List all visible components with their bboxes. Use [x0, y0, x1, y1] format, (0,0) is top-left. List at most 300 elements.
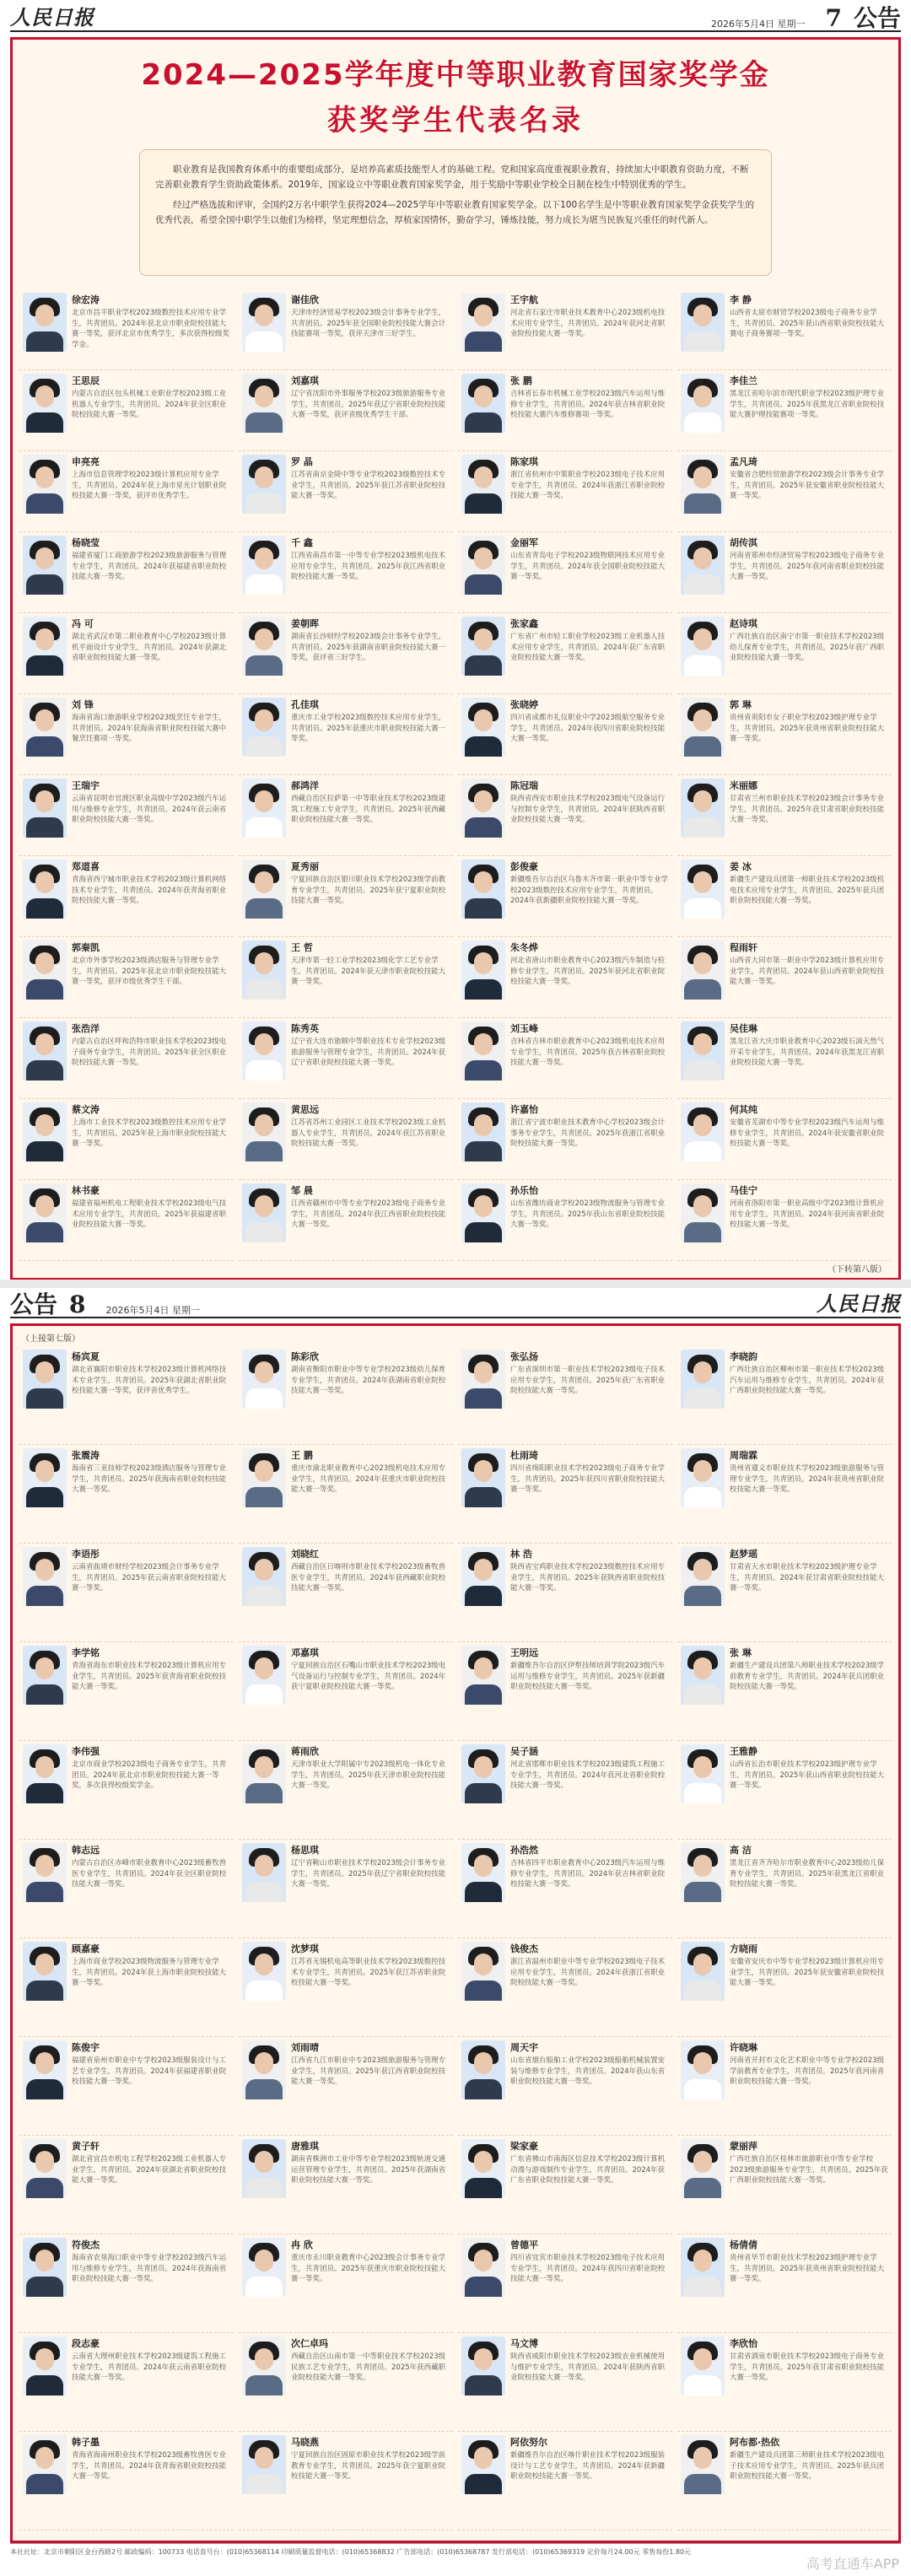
student-description: 山西省长治市职业技术学校2023级护理专业学生，共青团员。2025年获山西省职业院校技能大赛一等奖。 [730, 1760, 885, 1790]
student-card [239, 2333, 453, 2432]
student-card [19, 1642, 234, 1741]
student-photo [23, 860, 67, 919]
student-name: 何其纯 [730, 1104, 757, 1115]
student-description: 辽宁省鞍山市职业技术学校2023级会计事务专业学生，共青团员。2025年获辽宁省职业院校技能大赛一等奖。 [291, 1859, 446, 1889]
student-name: 顾嘉豪 [72, 1943, 100, 1954]
student-name: 杜雨琦 [510, 1450, 538, 1461]
student-card [677, 1544, 892, 1642]
student-card [458, 532, 672, 613]
student-name: 林 浩 [510, 1549, 532, 1560]
student-name: 周天宇 [510, 2042, 538, 2053]
student-card [458, 1642, 672, 1741]
student-name: 陈冠瑞 [510, 780, 538, 791]
watermark: 高考直通车APP [806, 2556, 899, 2572]
student-card [458, 775, 672, 856]
student-name: 刘玉峰 [510, 1023, 538, 1034]
student-description: 湖北省武汉市第二职业教育中心学校2023级计算机平面设计专业学生，共青团员。2024年获湖北省职业院校技能大赛一等奖。 [72, 633, 227, 662]
student-name: 唐雅琪 [291, 2141, 319, 2152]
student-name: 韩志远 [72, 1845, 100, 1856]
student-photo [23, 2435, 67, 2494]
student-photo [23, 1646, 67, 1705]
student-name: 李学铭 [72, 1647, 100, 1658]
student-name: 张家鑫 [510, 618, 538, 629]
student-name: 姜朝晖 [291, 618, 319, 629]
student-description: 湖北省襄阳市职业技术学校2023级计算机网络技术专业学生，共青团员。2025年获湖北省职业院校技能大赛一等奖，获评省优秀学生。 [72, 1366, 227, 1395]
student-photo [461, 1021, 505, 1081]
student-photo [681, 1021, 725, 1081]
student-card [239, 2432, 453, 2530]
student-card [239, 1840, 453, 1938]
student-description: 江西省赣州市中等专业学校2023级电子商务专业学生，共青团员。2024年获江西省职业院校技能大赛一等奖。 [291, 1199, 446, 1229]
student-card [677, 1840, 892, 1938]
student-description: 安徽省安庆市中等专业学校2023级计算机应用专业学生，共青团员。2025年获安徽省职业院校技能大赛一等奖。 [730, 1958, 885, 1987]
student-photo [461, 374, 505, 433]
student-name: 曾德平 [510, 2239, 538, 2250]
student-photo [242, 536, 286, 595]
student-photo [23, 1021, 67, 1081]
student-name: 郭秦凯 [72, 942, 100, 953]
student-card [19, 451, 234, 532]
student-photo [681, 1350, 725, 1409]
student-description: 贵州省遵义市职业技术学校2023级旅游服务与管理专业学生，共青团员。2024年获贵州省职业院校技能大赛一等奖。 [730, 1464, 885, 1494]
student-card [239, 1445, 453, 1544]
student-description: 湖南省株洲市工业中等专业学校2023级轨道交通运营管理专业学生，共青团员。2025年获湖南省职业院校技能大赛一等奖。 [291, 2155, 446, 2185]
student-card [677, 694, 892, 775]
student-photo [681, 1183, 725, 1242]
student-name: 符俊杰 [72, 2239, 100, 2250]
student-photo [681, 1942, 725, 2001]
student-description: 海南省三亚技师学校2023级酒店服务与管理专业学生，共青团员。2025年获海南省职业院校技能大赛一等奖。 [72, 1464, 227, 1494]
student-name: 邹 晨 [291, 1185, 313, 1196]
student-description: 黑龙江省齐齐哈尔市职业教育中心2023级幼儿保育专业学生，共青团员。2025年获黑龙江省职业院校技能大赛一等奖。 [730, 1859, 885, 1889]
student-description: 陕西省宝鸡职业技术学校2023级数控技术应用专业学生，共青团员。2025年获陕西省职业院校技能大赛一等奖。 [510, 1563, 666, 1592]
student-card [458, 1741, 672, 1840]
newspaper-logo: 人民日报 [10, 5, 94, 30]
student-photo [461, 2139, 505, 2198]
student-name: 张 鹏 [510, 375, 532, 386]
student-name: 邓嘉琪 [291, 1647, 319, 1658]
student-description: 辽宁省大连市旅顺中等职业技术专业学校2023级旅游服务与管理专业学生，共青团员。2024年获辽宁省职业院校技能大赛一等奖。 [291, 1037, 446, 1067]
student-photo [461, 1350, 505, 1409]
student-photo [242, 2435, 286, 2494]
student-name: 杨宾夏 [72, 1351, 100, 1362]
student-card [677, 1099, 892, 1180]
student-name: 姜 冰 [730, 861, 752, 872]
student-description: 福建省泉州市职业中专学校2023级服装设计与工艺专业学生，共青团员。2024年获福建省职业院校技能大赛一等奖。 [72, 2056, 227, 2086]
student-card [239, 451, 453, 532]
student-card [19, 2234, 234, 2333]
student-card [239, 2136, 453, 2234]
student-description: 湖北省宜昌市机电工程学校2023级工业机器人专业学生，共青团员。2024年获湖北省职业院校技能大赛一等奖。 [72, 2155, 227, 2185]
section-name: 公告 [10, 1291, 58, 1318]
student-description: 陕西省西安市职业技术学校2023级电气设备运行与控制专业学生，共青团员。2024年获陕西省职业院校技能大赛一等奖。 [510, 795, 666, 824]
student-description: 山西省太原市财贸学校2023级电子商务专业学生，共青团员。2025年获山西省职业院校技能大赛电子商务赛项一等奖。 [730, 309, 885, 338]
intro-box [139, 149, 772, 276]
student-photo [681, 536, 725, 595]
student-description: 四川省绵阳职业技术学校2023级电子商务专业学生，共青团员。2025年获四川省职业院校技能大赛一等奖。 [510, 1464, 666, 1494]
student-name: 黄子轩 [72, 2141, 100, 2152]
student-photo [23, 536, 67, 595]
student-card [458, 1180, 672, 1261]
student-card [458, 2432, 672, 2530]
student-photo [23, 2040, 67, 2099]
student-description: 黑龙江省哈尔滨市现代职业学校2023级护理专业学生，共青团员。2025年获黑龙江省职业院校技能大赛护理技能赛项一等奖。 [730, 390, 885, 419]
student-photo [23, 2139, 67, 2198]
student-name: 刘雨晴 [291, 2042, 319, 2053]
student-card [677, 289, 892, 370]
student-photo [242, 1102, 286, 1161]
student-card [458, 1938, 672, 2037]
student-photo [242, 293, 286, 352]
student-card [19, 1544, 234, 1642]
student-description: 安徽省合肥经贸旅游学校2023级会计事务专业学生，共青团员。2025年获安徽省职业院校技能大赛一等奖。 [730, 471, 885, 500]
student-card [677, 370, 892, 451]
student-description: 甘肃省酒泉市职业技术学校2023级电子商务专业学生，共青团员。2025年获甘肃省职业院校技能大赛一等奖。 [730, 2352, 885, 2382]
student-description: 云南省曲靖市财经学校2023级会计事务专业学生，共青团员。2025年获云南省职业院校技能大赛一等奖。 [72, 1563, 227, 1592]
student-description: 新疆维吾尔自治区乌鲁木齐市第一职业中等专业学校2023级数控技术应用专业学生，共青团员。2024年获新疆职业院校技能大赛一等奖。 [510, 876, 669, 905]
student-photo [23, 1350, 67, 1409]
student-card [458, 856, 672, 937]
student-photo [681, 1448, 725, 1507]
student-card [677, 2234, 892, 2333]
student-name: 吴佳琳 [730, 1023, 757, 1034]
student-photo [461, 860, 505, 919]
student-photo [681, 2040, 725, 2099]
student-photo [461, 536, 505, 595]
student-card [19, 1018, 234, 1099]
student-name: 金丽军 [510, 537, 538, 548]
student-name: 胡传淇 [730, 537, 757, 548]
student-photo [23, 698, 67, 757]
student-card [19, 694, 234, 775]
student-photo [242, 1646, 286, 1705]
newspaper-page-7 [0, 0, 911, 1280]
student-name: 王 鹏 [291, 1450, 313, 1461]
student-name: 林书豪 [72, 1185, 100, 1196]
student-card [677, 2136, 892, 2234]
student-card [239, 1642, 453, 1741]
student-card [458, 289, 672, 370]
student-name: 孟凡琦 [730, 456, 757, 467]
student-description: 山东省潍坊商业学校2023级物流服务与管理专业学生，共青团员。2025年获山东省职业院校技能大赛一等奖。 [510, 1199, 666, 1229]
student-photo [23, 617, 67, 676]
student-name: 张浩洋 [72, 1023, 100, 1034]
student-name: 陈彩欣 [291, 1351, 319, 1362]
student-card [239, 2037, 453, 2136]
student-name: 蒋雨欣 [291, 1746, 319, 1757]
student-photo [461, 1744, 505, 1803]
student-description: 江苏省苏州工业园区工业技术学校2023级工业机器人专业学生，共青团员。2024年获江苏省职业院校技能大赛一等奖。 [291, 1118, 446, 1148]
announcement-frame [10, 1323, 901, 2543]
student-description: 福建省厦门工商旅游学校2023级旅游服务与管理专业学生，共青团员。2024年获福建省职业院校技能大赛一等奖。 [72, 552, 227, 581]
student-card [239, 1346, 453, 1445]
student-card [458, 2136, 672, 2234]
student-name: 蔡文涛 [72, 1104, 100, 1115]
student-card [239, 289, 453, 370]
student-photo [242, 1942, 286, 2001]
student-photo [23, 1744, 67, 1803]
student-description: 上海市商业学校2023级物流服务与管理专业学生，共青团员。2024年获上海市职业院校技能大赛一等奖。 [72, 1958, 227, 1987]
student-card [239, 613, 453, 694]
student-card [458, 2037, 672, 2136]
student-name: 高 洁 [730, 1845, 752, 1856]
student-description: 内蒙古自治区包头机械工业职业学校2023级工业机器人专业学生，共青团员。2024年获全区职业院校技能大赛一等奖。 [72, 390, 227, 419]
student-description: 辽宁省沈阳市外事服务学校2023级旅游服务专业学生，共青团员。2025年获辽宁省职业院校技能大赛一等奖，获评省级优秀学生干部。 [291, 390, 446, 419]
student-description: 重庆市工业学校2023级数控技术应用专业学生，共青团员。2025年获重庆市职业院校技能大赛一等奖。 [291, 714, 446, 743]
student-description: 江西省南昌市第一中等专业学校2023级机电技术应用专业学生，共青团员。2025年获江西省职业院校技能大赛一等奖。 [291, 552, 446, 581]
student-description: 山东省青岛电子学校2023级物联网技术应用专业学生，共青团员。2024年获全国职业院校技能大赛一等奖。 [510, 552, 666, 581]
student-description: 云南省大理州职业技术学校2023级建筑工程施工专业学生，共青团员。2024年获云南省职业院校技能大赛一等奖。 [72, 2352, 227, 2382]
student-name: 王 哲 [291, 942, 313, 953]
student-description: 宁夏回族自治区石嘴山市职业技术学校2023级电气设备运行与控制专业学生，共青团员。2024年获宁夏职业院校技能大赛一等奖。 [291, 1662, 446, 1691]
student-photo [461, 1547, 505, 1606]
student-name: 夏秀丽 [291, 861, 319, 872]
student-name: 冉 欣 [291, 2239, 313, 2250]
continued-note: （下转第八版） [827, 1265, 887, 1275]
student-photo [23, 1547, 67, 1606]
student-description: 青海省西宁城市职业技术学校2023级计算机网络技术专业学生，共青团员。2024年获青海省职业院校技能大赛一等奖。 [72, 876, 227, 905]
student-grid [19, 289, 892, 1261]
student-description: 广西壮族自治区柳州市第一职业技术学校2023级汽车运用与维修专业学生，共青团员。2024年获广西职业院校技能大赛一等奖。 [730, 1366, 885, 1395]
student-photo [681, 455, 725, 514]
newspaper-logo: 人民日报 [817, 1291, 901, 1316]
student-photo [242, 2238, 286, 2297]
student-photo [461, 1448, 505, 1507]
student-name: 李佳兰 [730, 375, 757, 386]
student-name: 千 鑫 [291, 537, 313, 548]
student-name: 方晓雨 [730, 1943, 757, 1954]
student-photo [23, 293, 67, 352]
student-card [458, 1445, 672, 1544]
student-card [239, 1741, 453, 1840]
student-description: 北京市商业学校2023级电子商务专业学生，共青团员。2024年获北京市职业院校技能大赛一等奖，多次获得校级奖学金。 [72, 1760, 227, 1790]
student-card [19, 1445, 234, 1544]
student-name: 钱俊杰 [510, 1943, 538, 1954]
student-photo [242, 455, 286, 514]
student-name: 马佳宁 [730, 1185, 757, 1196]
continued-from-note: （上接第七版） [21, 1334, 80, 1344]
student-photo [461, 1843, 505, 1902]
student-card [677, 1741, 892, 1840]
student-name: 马文博 [510, 2338, 538, 2349]
student-card [458, 694, 672, 775]
student-card [19, 2432, 234, 2530]
student-description: 广西壮族自治区南宁市第一职业技术学校2023级幼儿保育专业学生，共青团员。2025年获广西职业院校技能大赛一等奖。 [730, 633, 885, 662]
student-name: 杨倩倩 [730, 2239, 757, 2250]
student-photo [242, 1448, 286, 1507]
student-card [458, 1346, 672, 1445]
student-photo [461, 1942, 505, 2001]
student-name: 张 琳 [730, 1647, 752, 1658]
masthead [10, 1291, 901, 1318]
student-description: 吉林省四平市职业教育中心2023级汽车运用与维修专业学生，共青团员。2024年获吉林省职业院校技能大赛一等奖。 [510, 1859, 666, 1889]
student-description: 河南省郑州市经济贸易学校2023级电子商务专业学生，共青团员。2025年获河南省职业院校技能大赛一等奖。 [730, 552, 885, 581]
student-card [239, 1180, 453, 1261]
student-description: 广东省广州市轻工职业学校2023级工业机器人技术应用专业学生，共青团员。2024年获广东省职业院校技能大赛一等奖。 [510, 633, 666, 662]
student-photo [242, 1183, 286, 1242]
student-name: 王思辰 [72, 375, 100, 386]
student-name: 周瑞霖 [730, 1450, 757, 1461]
student-description: 河北省邯郸市职业技术学校2023级建筑工程施工专业学生，共青团员。2024年获河北省职业院校技能大赛一等奖。 [510, 1760, 666, 1790]
student-card [458, 370, 672, 451]
student-photo [23, 1942, 67, 2001]
student-name: 陈俊宇 [72, 2042, 100, 2053]
student-photo [681, 1843, 725, 1902]
student-description: 北京市外事学校2023级酒店服务与管理专业学生，共青团员。2025年获北京市职业院校技能大赛一等奖，获评市级优秀学生干部。 [72, 957, 227, 986]
section-name: 公告 [853, 4, 901, 32]
student-description: 天津市经济贸易学校2023级会计事务专业学生，共青团员。2025年获全国职业院校技能大赛会计技能赛项一等奖，获评天津市三好学生。 [291, 309, 446, 338]
student-photo [242, 940, 286, 1000]
student-card [19, 2037, 234, 2136]
student-card [677, 1180, 892, 1261]
student-description: 江苏省无锡机电高等职业技术学校2023级数控技术专业学生，共青团员。2025年获江苏省职业院校技能大赛一等奖。 [291, 1958, 446, 1987]
student-name: 张晓婷 [510, 699, 538, 710]
student-name: 次仁卓玛 [291, 2338, 328, 2349]
student-name: 孙乐怡 [510, 1185, 538, 1196]
student-card [239, 1099, 453, 1180]
student-description: 青海省海南州职业技术学校2023级畜牧兽医专业学生，共青团员。2024年获青海省职业院校技能大赛一等奖。 [72, 2451, 227, 2481]
student-description: 北京市昌平职业学校2023级数控技术应用专业学生，共青团员。2024年获北京市职业院校技能大赛一等奖，获评北京市优秀学生，多次获得校级奖学金。 [72, 309, 230, 349]
student-name: 郭 琳 [730, 699, 752, 710]
student-photo [461, 1102, 505, 1161]
student-photo [23, 1102, 67, 1161]
student-photo [242, 2139, 286, 2198]
student-name: 许嘉怡 [510, 1104, 538, 1115]
page-number: 7 [825, 4, 842, 32]
student-name: 彭俊豪 [510, 861, 538, 872]
student-name: 阿布都·热依 [730, 2437, 780, 2448]
student-description: 西藏自治区山南市第一中等职业技术学校2023级民族工艺专业学生，共青团员。2025年获西藏职业院校技能大赛一等奖。 [291, 2352, 446, 2382]
student-name: 许晓琳 [730, 2042, 757, 2053]
student-photo [681, 1102, 725, 1161]
student-name: 冯 可 [72, 618, 94, 629]
imprint-footer: 本社社址：北京市朝阳区金台西路2号 邮政编码：100733 电话查号台：(010)65368114 印刷质量监督电话：(010)65368832 广告部电话：(010)65368787 发行部电话：(010)65369319 定价每月24.00元 零售每份1.80元 [10, 2543, 901, 2557]
student-card [239, 1018, 453, 1099]
issue-date: 2026年5月4日 星期一 [711, 19, 806, 30]
student-card [677, 451, 892, 532]
intro-paragraph: 经过严格选拔和评审，全国约2万名中职学生获得2024—2025学年中等职业教育国家奖学金。以下100名学生是中等职业教育国家奖学金获奖学生的优秀代表，希望全国中职学生以他们为榜样，坚定理想信念，厚植家国情怀，勤奋学习，锤炼技能，努力成长为堪当民族复兴重任的时代新人。 [155, 200, 755, 225]
student-photo [461, 293, 505, 352]
student-name: 刘 锋 [72, 699, 94, 710]
student-card [239, 856, 453, 937]
student-photo [681, 779, 725, 838]
student-card [458, 2333, 672, 2432]
student-card [19, 856, 234, 937]
student-card [458, 1018, 672, 1099]
student-name: 黄思远 [291, 1104, 319, 1115]
student-card [677, 2432, 892, 2530]
student-photo [681, 293, 725, 352]
student-name: 李 静 [730, 294, 752, 305]
student-photo [681, 940, 725, 1000]
student-description: 河北省唐山市职业教育中心2023级汽车制造与检修专业学生，共青团员。2025年获河北省职业院校技能大赛一等奖。 [510, 957, 666, 986]
student-description: 新疆维吾尔自治区伊犁技师培训学院2023级汽车运用与维修专业学生，共青团员。2025年获新疆职业院校技能大赛一等奖。 [510, 1662, 666, 1691]
student-card [19, 370, 234, 451]
student-card [458, 1544, 672, 1642]
student-name: 孔佳琪 [291, 699, 319, 710]
student-card [677, 1938, 892, 2037]
student-photo [461, 2336, 505, 2395]
student-card [458, 613, 672, 694]
student-name: 程雨轩 [730, 942, 757, 953]
student-photo [461, 779, 505, 838]
student-name: 王宇航 [510, 294, 538, 305]
student-description: 青海省海东市职业技术学校2023级计算机应用专业学生，共青团员。2025年获青海省职业院校技能大赛一等奖。 [72, 1662, 227, 1691]
student-name: 王明远 [510, 1647, 538, 1658]
student-description: 福建省福州机电工程职业技术学校2023级电气技术应用专业学生，共青团员。2025年获福建省职业院校技能大赛一等奖。 [72, 1199, 227, 1229]
student-photo [681, 860, 725, 919]
student-name: 杨思琪 [291, 1845, 319, 1856]
student-name: 郑道喜 [72, 861, 100, 872]
student-photo [242, 374, 286, 433]
student-name: 朱冬烨 [510, 942, 538, 953]
student-name: 马晓燕 [291, 2437, 319, 2448]
student-photo [681, 1547, 725, 1606]
student-photo [681, 1646, 725, 1705]
student-photo [242, 2336, 286, 2395]
student-description: 甘肃省天水市职业技术学校2023级护理专业学生，共青团员。2024年获甘肃省职业院校技能大赛一等奖。 [730, 1563, 885, 1592]
student-description: 上海市信息管理学校2023级计算机应用专业学生，共青团员。2024年获上海市星光计划职业院校技能大赛一等奖，获评市优秀学生。 [72, 471, 227, 500]
student-name: 孙浩然 [510, 1845, 538, 1856]
student-card [458, 451, 672, 532]
headline-line-2: 获奖学生代表名录 [327, 104, 584, 137]
student-description: 贵州省毕节市职业技术学校2023级护理专业学生，共青团员。2025年获贵州省职业院校技能大赛一等奖。 [730, 2254, 885, 2283]
student-name: 阿依努尔 [510, 2437, 547, 2448]
student-name: 刘嘉琪 [291, 375, 319, 386]
student-card [458, 1099, 672, 1180]
student-photo [681, 2238, 725, 2297]
student-card [677, 1018, 892, 1099]
student-photo [461, 940, 505, 1000]
student-name: 陈秀英 [291, 1023, 319, 1034]
student-photo [461, 617, 505, 676]
student-card [239, 694, 453, 775]
student-card [677, 1642, 892, 1741]
student-photo [23, 1183, 67, 1242]
student-name: 郝鸿洋 [291, 780, 319, 791]
student-card [677, 2333, 892, 2432]
student-card [677, 613, 892, 694]
student-name: 赵诗琪 [730, 618, 757, 629]
newspaper-page-8 [0, 1288, 911, 2576]
student-grid [19, 1346, 892, 2530]
student-photo [461, 698, 505, 757]
student-description: 新疆生产建设兵团第八师职业技术学校2023级学前教育专业学生，共青团员。2024年获兵团职业院校技能大赛一等奖。 [730, 1662, 885, 1691]
student-description: 上海市工业技术学校2023级数控技术应用专业学生，共青团员。2025年获上海市职业院校技能大赛一等奖。 [72, 1118, 227, 1148]
student-card [458, 1840, 672, 1938]
student-description: 河南省洛阳市第一职业高级中学2023级计算机应用专业学生，共青团员。2024年获河南省职业院校技能大赛一等奖。 [730, 1199, 885, 1229]
student-description: 吉林省吉林市职业教育中心2023级机电技术应用专业学生，共青团员。2025年获吉林省职业院校技能大赛一等奖。 [510, 1037, 666, 1067]
student-card [677, 1445, 892, 1544]
student-photo [23, 374, 67, 433]
student-description: 山东省烟台船舶工业学校2023级船舶机械装置安装与维修专业学生，共青团员。2024年获山东省职业院校技能大赛一等奖。 [510, 2056, 666, 2086]
student-card [677, 2037, 892, 2136]
student-description: 内蒙古自治区赤峰市职业教育中心2023级畜牧兽医专业学生，共青团员。2024年获全区职业院校技能大赛一等奖。 [72, 1859, 227, 1889]
student-photo [23, 940, 67, 1000]
student-photo [242, 1350, 286, 1409]
student-card [677, 775, 892, 856]
student-card [239, 370, 453, 451]
student-name: 陈家琪 [510, 456, 538, 467]
student-description: 广东省深圳市第一职业技术学校2023级电子技术应用专业学生，共青团员。2025年获广东省职业院校技能大赛一等奖。 [510, 1366, 666, 1395]
student-card [458, 2234, 672, 2333]
student-card [19, 613, 234, 694]
student-name: 梁家豪 [510, 2141, 538, 2152]
student-name: 沈梦琪 [291, 1943, 319, 1954]
student-description: 广西壮族自治区桂林市旅游职业中等专业学校2023级旅游服务专业学生，共青团员。2025年获广西职业院校技能大赛一等奖。 [730, 2155, 888, 2185]
student-card [239, 1544, 453, 1642]
page-number: 8 [69, 1291, 86, 1318]
